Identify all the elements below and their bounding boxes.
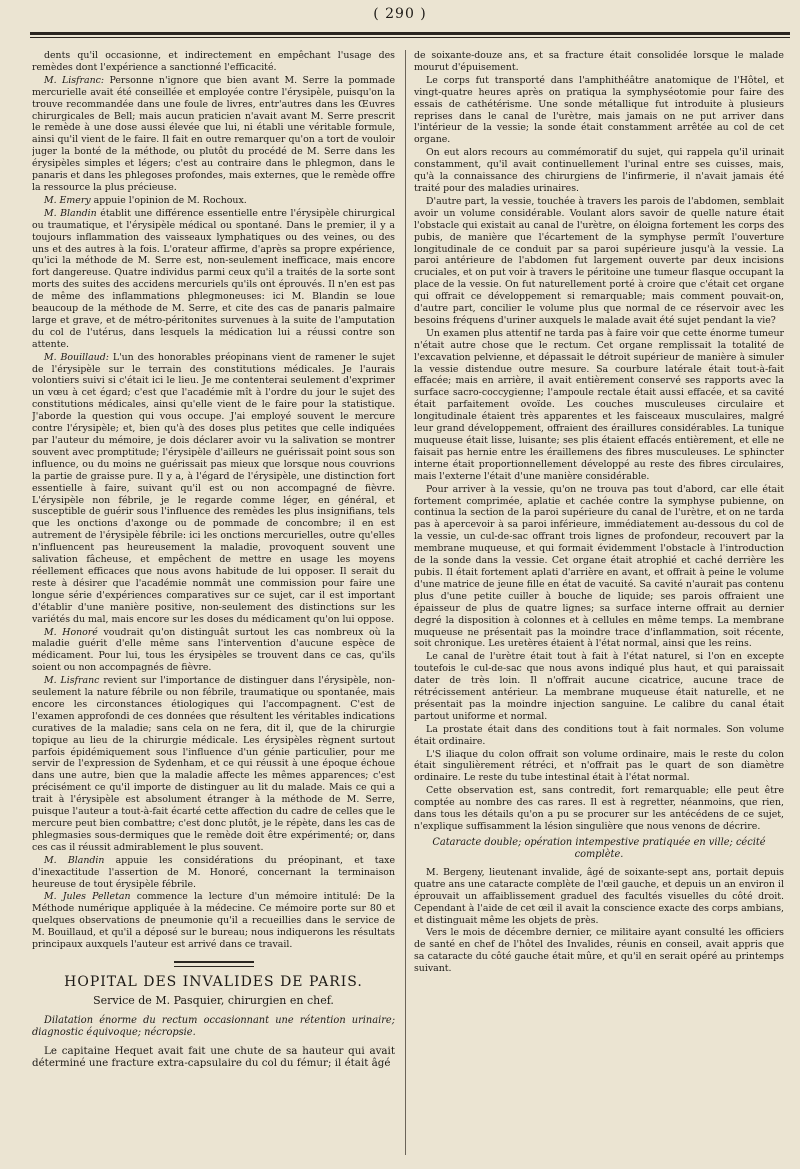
paragraph: Le capitaine Hequet avait fait une chute de sa hauteur qui avait déterminé une fracture extra-capsulaire du col du fémur; il était âgé: [32, 1044, 395, 1070]
header-rule: [30, 32, 790, 35]
section-title: HOPITAL DES INVALIDES DE PARIS.: [64, 973, 363, 990]
right-column: [414, 50, 784, 1160]
section-separator: [174, 961, 254, 963]
paragraph: D'autre part, la vessie, touchée à travers les parois de l'abdomen, semblait avoir un volume considérable. Voulant alors savoir de quelle nature était l'obstacle qui existait au canal de l'urètre, on éloigna fortement les corps des pubis, de manière que l'écartement de la symphyse permît l'ouverture longitudinale de ce conduit par sa paroi supérieure jusqu'à la vessie. La paroi antérieure de l'abdomen fut largement ouverte par deux incisions cruciales, et on put voir à travers le péritoine une tumeur flasque occupant la place de la vessie. On fut naturellement porté à croire que c'était cet organe qui offrait ce développement si remarquable; mais comment pouvait-on, d'autre part, concilier le volume plus que normal de ce réservoir avec les besoins fréquens d'uriner auxquels le malade avait été sujet pendant la vie?: [414, 195, 784, 326]
paragraph: de soixante-douze ans, et sa fracture était consolidée lorsque le malade mourut d'épuisement.: [414, 50, 784, 73]
paragraph: M. Bergeny, lieutenant invalide, âgé de soixante-sept ans, portait depuis quatre ans une cataracte complète de l'œil gauche, et depuis un an environ il éprouvait un affaiblissement graduel des facultés visuelles du côté droit. Cependant à l'aide de cet œil il avait la conscience exacte des corps ambians, et distinguait même les objets de près.: [414, 866, 784, 926]
paragraph: La prostate était dans des conditions tout à fait normales. Son volume était ordinaire.: [414, 723, 784, 747]
paragraph: On eut alors recours au commémoratif du sujet, qui rappela qu'il urinait constamment, qu'il avait continuellement l'urinal entre ses cuisses, mais, qu'à la connaissance des chirurgiens de l'infirmerie, il n'avait jamais été traité pour des maladies urinaires.: [414, 147, 784, 194]
paragraph: M. Bouillaud: L'un des honorables préopinans vient de ramener le sujet de l'érysipèle sur le terrain des constitutions médicales. Je l'aurais volontiers suivi si c'était ici le lieu. Je me contenterai seulement d'exprimer un vœu à cet égard; c'est que l'académie mît à l'ordre du jour le sujet des constitutions médicales, ainsi qu'elle vient de le faire pour la statistique. J'aborde la question qui vous occupe. J'ai employé souvent le mercure contre l'érysipèle; et, bien qu'à des doses plus petites que celle indiquées par l'auteur du mémoire, je dois déclarer avoir vu la salivation se montrer souvent avec promptitude; l'érysipèle d'ailleurs ne guérissait point sous son influence, ou du moins ne guérissait pas mieux que lorsque nous couvrions la partie de graisse pure. Il y a, à l'égard de l'érysipèle, une distinction fort essentielle à faire, suivant qu'il est ou non accompagné de fièvre. L'érysipèle non fébrile, je le regarde comme léger, en général, et susceptible de guérir sous l'influence des remèdes les plus insignifians, tels que les onctions d'axonge ou de pommade de concombre; il en est autrement de l'érysipèle fébrile: ici les onctions mercurielles, outre qu'elles n'influencent pas heureusement la maladie, provoquent souvent une salivation fâcheuse, et empêchent de mettre en usage les moyens réellement efficaces que nous avons habitude de lui opposer. Il serait du reste à désirer que l'académie nommât une commission pour faire une longue série d'expériences comparatives sur ce sujet, car il est important d'établir d'une manière positive, non-seulement des distinctions sur les variétés du mal, mais encore sur les doses du médicament qu'on lui oppose.: [32, 351, 395, 625]
paragraph: M. Lisfranc: Personne n'ignore que bien avant M. Serre la pommade mercurielle avait été conseillée et employée contre l'érysipèle, puisqu'on la trouve recommandée dans une foule de livres, entr'autres dans les Œuvres chirurgicales de Bell; mais aucun praticien n'avait avant M. Serre prescrit le remède à une dose aussi élevée que lui, ni établi une véritable formule, ainsi qu'il vient de le faire. Il fait en outre remarquer qu'on a tort de vouloir juger la bonté de la méthode, ou plutôt du procédé de M. Serre dans les érysipèles simples et légers; c'est au contraire dans le phlegmon, dans le panaris et dans les phlegoses profondes, mais externes, que le remède offre la ressource la plus précieuse.: [32, 74, 395, 193]
case-title: Cataracte double; opération intempestive pratiquée en ville; cécité complète.: [432, 836, 766, 860]
paragraph: Un examen plus attentif ne tarda pas à faire voir que cette énorme tumeur n'était autre chose que le rectum. Cet organe remplissait la totalité de l'excavation pelvienne, et dépassait le détroit supérieur de manière à simuler la vessie distendue outre mesure. Sa courbure latérale était tout-à-fait effacée; mais en arrière, il avait entièrement conservé ses rapports avec la surface sacro-coccygienne; l'ampoule rectale était aussi effacée, et sa cavité était parfaitement ovoïde. Les couches musculeuses circulaire et longitudinale étaient très apparentes et les faisceaux musculaires, malgré leur grand développement, offraient des éraillures considérables. La tunique muqueuse était lisse, luisante; ses plis étaient effacés entièrement, et elle ne faisait pas hernie entre les éraillemens des fibres musculeuses. Le sphincter interne était proportionnellement développé au reste des fibres circulaires, mais l'externe l'était d'une manière considérable.: [414, 327, 784, 482]
paragraph: M. Blandin appuie les considérations du préopinant, et taxe d'inexactitude l'assertion de M. Honoré, concernant la terminaison heureuse de tout érysipèle fébrile.: [32, 854, 395, 890]
paragraph: M. Honoré voudrait qu'on distinguât surtout les cas nombreux où la maladie guérit d'elle même sans l'intervention d'aucune espèce de médicament. Pour lui, tous les érysipèles se trouvent dans ce cas, qu'ils soient ou non accompagnés de fièvre.: [32, 626, 395, 674]
paragraph: L'S iliaque du colon offrait son volume ordinaire, mais le reste du colon était singulièrement rétréci, et n'offrait pas le quart de son diamètre ordinaire. Le reste du tube intestinal était à l'état normal.: [414, 748, 784, 784]
column-divider: [405, 50, 406, 1155]
paragraph: Le canal de l'urètre était tout à fait à l'état naturel, si l'on en excepte toutefois le cul-de-sac que nous avons indiqué plus haut, et qui paraissait dater de très loin. Il n'offrait aucune cicatrice, aucune trace de rétrécissement antérieur. La membrane muqueuse était naturelle, et ne présentait pas la moindre injection sanguine. Le calibre du canal était partout uniforme et normal.: [414, 651, 784, 722]
paragraph: Cette observation est, sans contredit, fort remarquable; elle peut être comptée au nombre des cas rares. Il est à regretter, néanmoins, que rien, dans tous les détails qu'on a pu se procurer sur les antécédens de ce sujet, n'explique suffisamment la lésion singulière que nous venons de décrire.: [414, 785, 784, 832]
section-service: Service de M. Pasquier, chirurgien en chef.: [93, 993, 334, 1007]
section-separator-thin: [174, 966, 254, 967]
paragraph: M. Blandin établit une différence essentielle entre l'érysipèle chirurgical ou traumatique, et l'érysipèle médical ou spontané. Dans le premier, il y a toujours inflammation des vaisseaux lymphatiques ou des veines, ou des uns et des autres à la fois. L'orateur affirme, d'après sa propre expérience, qu'ici la méthode de M. Serre est, non-seulement inefficace, mais encore fort dangereuse. Quatre individus parmi ceux qu'il a traités de la sorte sont morts des suites des accidens mercuriels qu'ils ont éprouvés. Il n'en est pas de même des inflammations phlegmoneuses: ici M. Blandin se loue beaucoup de la méthode de M. Serre, et cite des cas de panaris palmaire large et grave, et de métro-péritonites survenues à la suite de l'amputation du col de l'utérus, dans lesquels la médication lui a réussi contre son attente.: [32, 207, 395, 350]
paragraph: M. Lisfranc revient sur l'importance de distinguer dans l'érysipèle, non-seulement la nature fébrile ou non fébrile, traumatique ou spontanée, mais encore les circonstances étiologiques qui l'accompagnent. C'est de l'examen approfondi de ces données que résultent les véritables indications curatives de la maladie; sans cela on ne fera, dit il, que de la chirurgie topique au lieu de la chirurgie médicale. Les érysipèles règnent surtout parfois épidémiquement sous l'influence d'un génie particulier, pour me servir de l'expression de Sydenham, et ce qui réussit à une époque échoue dans une autre, bien que la maladie affecte les mêmes apparences; c'est précisément ce qu'il importe de distinguer au lit du malade. Mais ce qui a trait à l'érysipèle est absolument étranger à la méthode de M. Serre, puisque l'auteur a tout-à-fait écarté cette affection du cadre de celles que le mercure peut bien combattre; c'est donc plutôt, je le répète, dans les cas de phlegmasies sous-dermiques que le remède doit être expérimenté; or, dans ces cas il réussit admirablement le plus souvent.: [32, 675, 395, 853]
left-column: [32, 50, 395, 1160]
paragraph: M. Emery appuie l'opinion de M. Rochoux.: [44, 194, 247, 206]
paragraph: dents qu'il occasionne, et indirectement en empêchant l'usage des remèdes dont l'expérience a sanctionné l'efficacité.: [32, 50, 395, 73]
paragraph: Vers le mois de décembre dernier, ce militaire ayant consulté les officiers de santé en chef de l'hôtel des Invalides, réunis en conseil, avait appris que sa cataracte du côté gauche était mûre, et qu'il en serait opéré au printemps suivant.: [414, 927, 784, 975]
page-number: ( 290 ): [373, 6, 427, 22]
header-rule-thin: [30, 37, 790, 38]
case-title: Dilatation énorme du rectum occasionnant une rétention urinaire; diagnostic équivoque; nécropsie.: [32, 1014, 395, 1038]
paragraph: M. Jules Pelletan commence la lecture d'un mémoire intitulé: De la Méthode numérique appliquée à la médecine. Ce mémoire porte sur 80 et quelques observations de pneumonie qu'il a recueillies dans le service de M. Bouillaud, et qu'il a déposé sur le bureau; nous indiquerons les résultats principaux auxquels l'auteur est arrivé dans ce travail.: [32, 891, 395, 951]
paragraph: Pour arriver à la vessie, qu'on ne trouva pas tout d'abord, car elle était fortement comprimée, aplatie et cachée contre la symphyse pubienne, on continua la section de la paroi supérieure du canal de l'urètre, et on ne tarda pas à apercevoir à sa paroi inférieure, immédiatement au-dessous du col de la vessie, un cul-de-sac offrant trois lignes de profondeur, recouvert par la membrane muqueuse, et qui formait évidemment l'obstacle à l'introduction de la sonde dans la vessie. Cet organe était atrophié et caché derrière les pubis. Il était fortement aplati d'arrière en avant, et offrait à peine le volume d'une matrice de jeune fille en état de vacuité. Sa cavité n'aurait pas contenu plus d'une petite cuiller à bouche de liquide; ses parois offraient une épaisseur de plus de quatre lignes; sa surface interne offrait au dernier degré la disposition à colonnes et à cellules en même temps. La membrane muqueuse ne présentait pas la moindre trace d'inflammation, soit récente, soit chronique. Les uretères étaient à l'état normal, ainsi que les reins.: [414, 483, 784, 650]
paragraph: Le corps fut transporté dans l'amphithéâtre anatomique de l'Hôtel, et vingt-quatre heures après on pratiqua la symphyséotomie pour faire des essais de cathétérisme. Une sonde métallique fut introduite à plusieurs reprises dans le canal de l'urètre, mais jamais on ne put arriver dans l'intérieur de la vessie; la sonde était constamment arrêtée au col de cet organe.: [414, 74, 784, 146]
